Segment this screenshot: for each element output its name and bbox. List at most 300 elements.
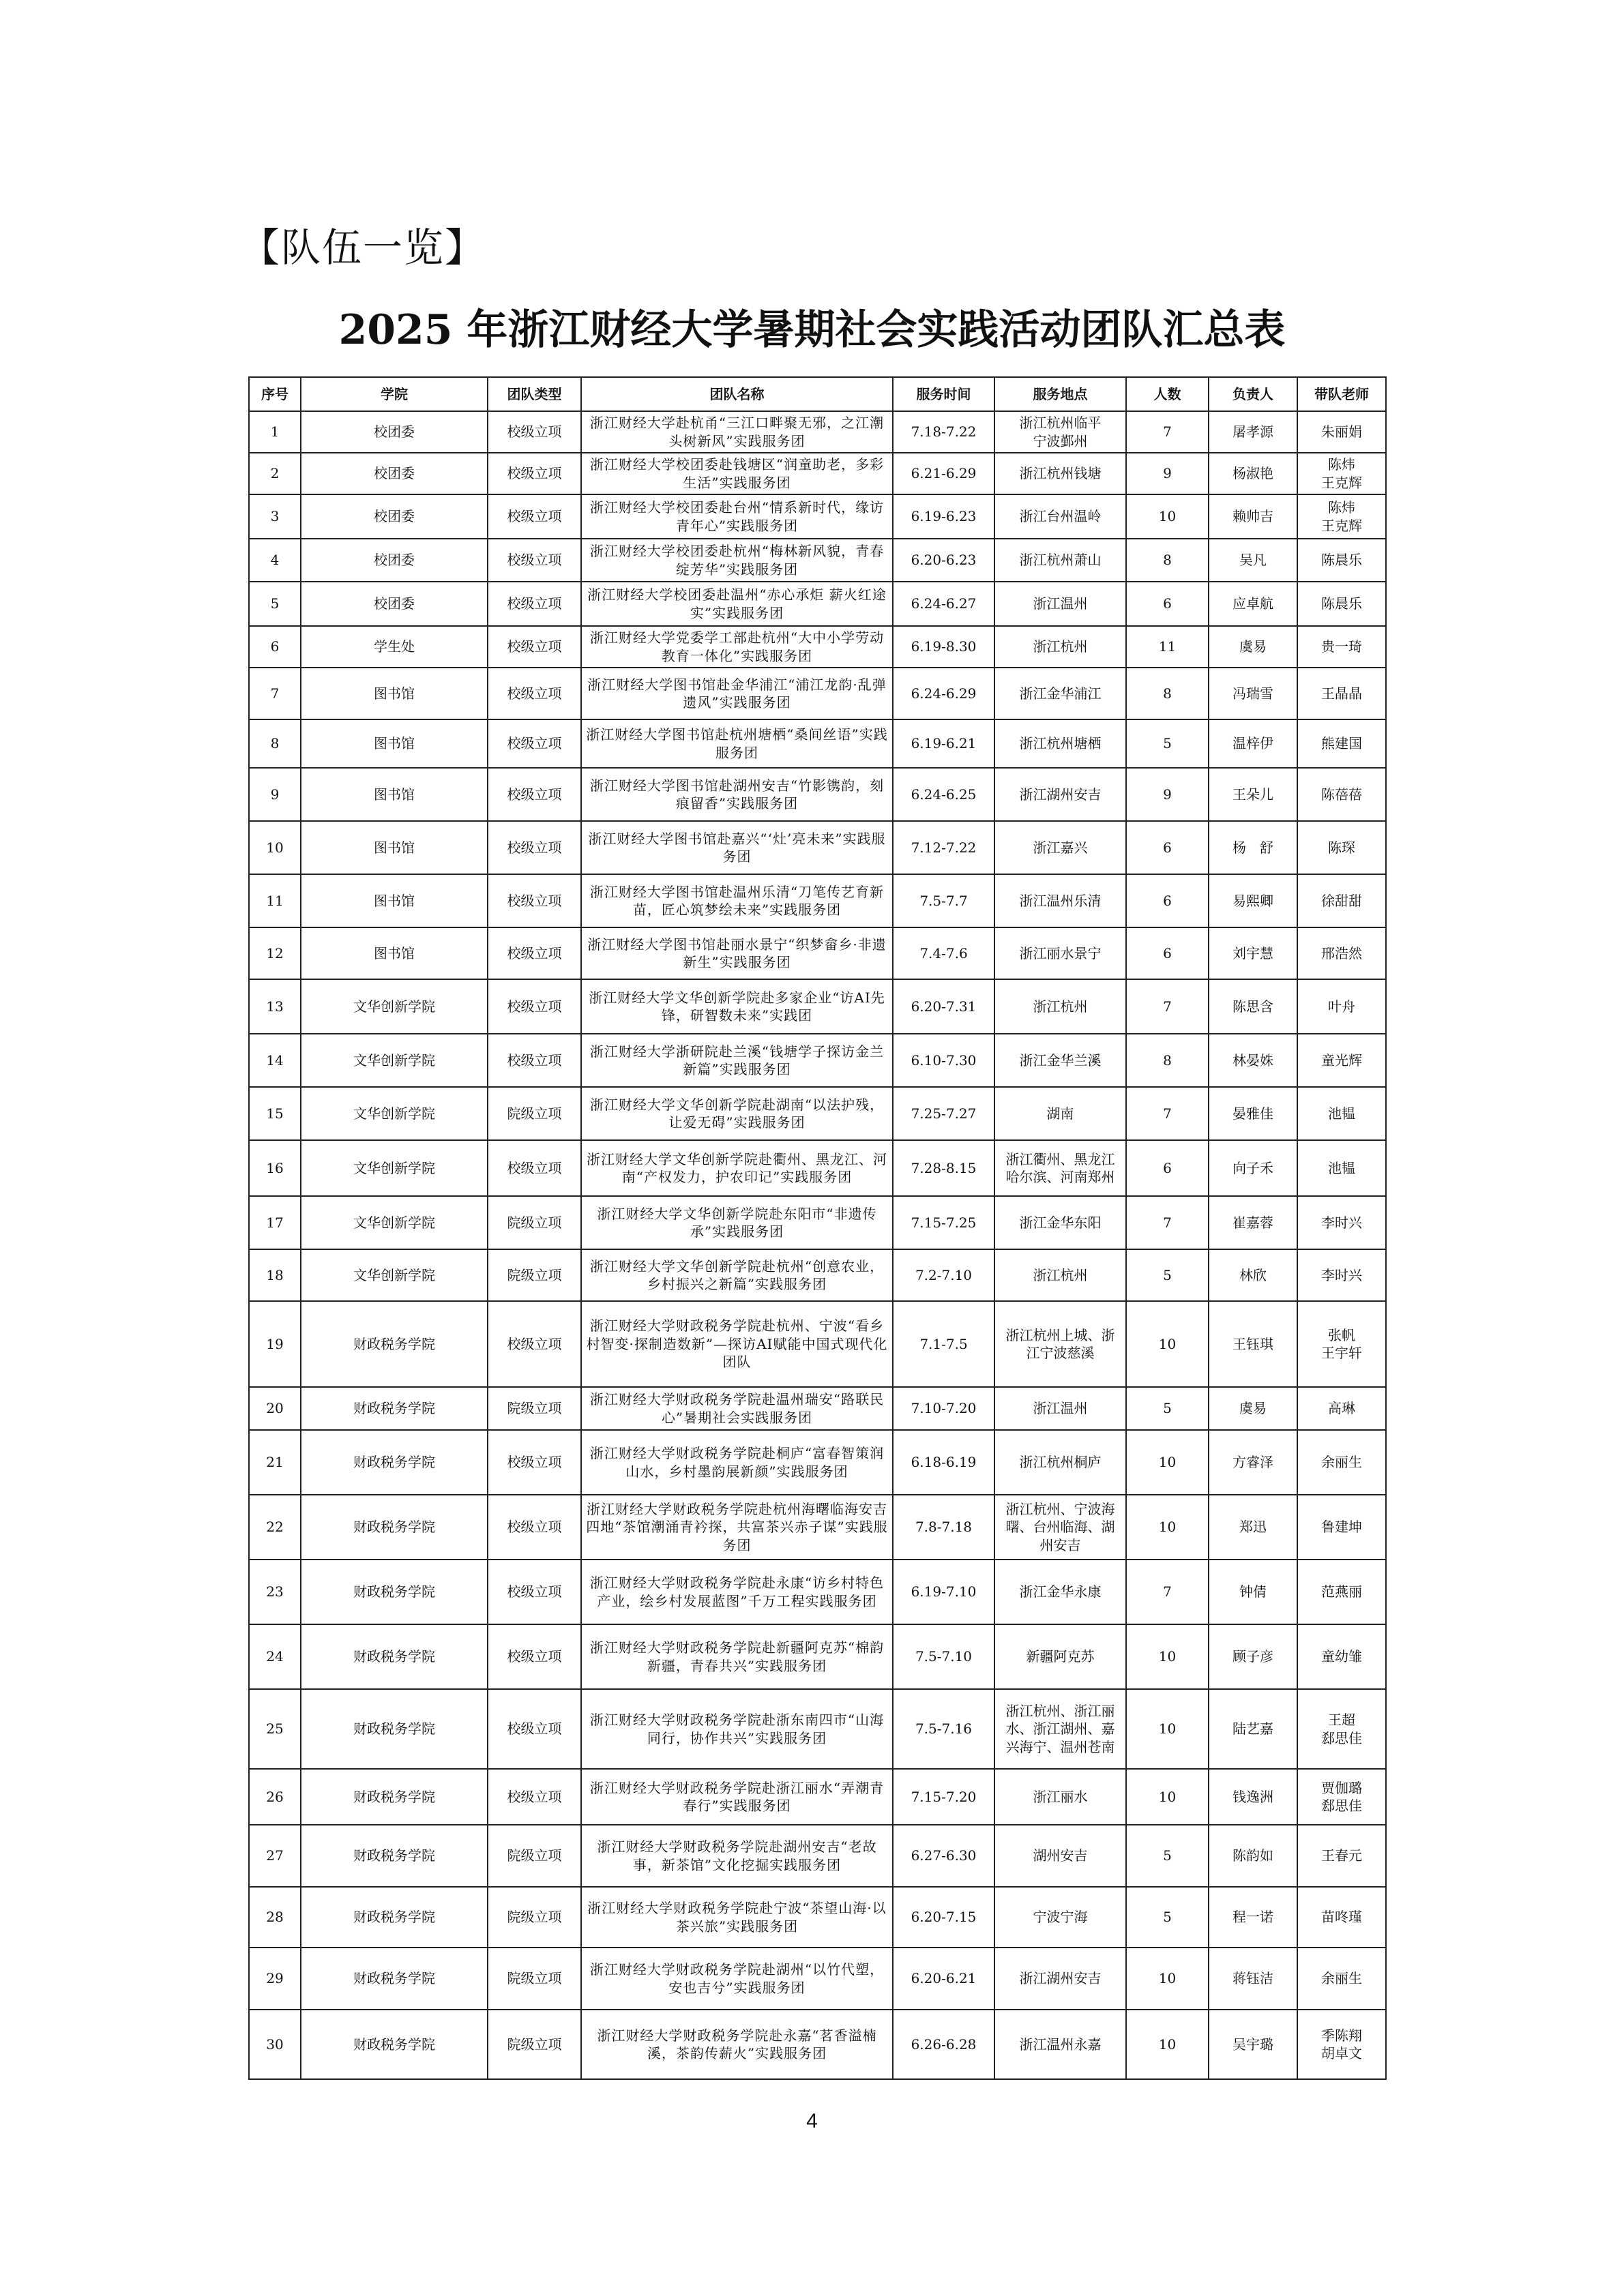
cell-service-time: 7.28-8.15 <box>893 1140 994 1196</box>
table-row <box>249 1689 1386 1769</box>
cell-team-name: 浙江财经大学财政税务学院赴浙江丽水“弄潮青春行”实践服务团 <box>581 1769 893 1825</box>
cell-leader: 杨淑艳 <box>1209 453 1297 494</box>
cell-headcount: 7 <box>1126 979 1209 1034</box>
cell-college: 图书馆 <box>301 668 488 719</box>
cell-headcount: 8 <box>1126 539 1209 582</box>
cell-team-type: 校级立项 <box>488 1301 581 1387</box>
cell-no: 9 <box>249 768 301 821</box>
cell-no: 13 <box>249 979 301 1034</box>
cell-team-name: 浙江财经大学财政税务学院赴永嘉“茗香溢楠溪，茶韵传薪火”实践服务团 <box>581 2010 893 2079</box>
cell-college: 财政税务学院 <box>301 1624 488 1689</box>
cell-teacher: 王春元 <box>1297 1825 1386 1887</box>
cell-service-time: 7.25-7.27 <box>893 1087 994 1140</box>
table-row <box>249 626 1386 668</box>
cell-leader: 易熙卿 <box>1209 874 1297 927</box>
cell-team-type: 校级立项 <box>488 1034 581 1087</box>
cell-college: 财政税务学院 <box>301 1887 488 1948</box>
table-row <box>249 1249 1386 1301</box>
cell-college: 图书馆 <box>301 768 488 821</box>
cell-teacher: 童幼雏 <box>1297 1624 1386 1689</box>
header-service-time: 服务时间 <box>893 377 994 411</box>
cell-team-type: 院级立项 <box>488 1948 581 2010</box>
cell-headcount: 6 <box>1126 582 1209 626</box>
cell-no: 25 <box>249 1689 301 1769</box>
cell-team-name: 浙江财经大学文华创新学院赴衢州、黑龙江、河南“产权发力，护农印记”实践服务团 <box>581 1140 893 1196</box>
cell-service-time: 7.4-7.6 <box>893 927 994 979</box>
cell-college: 学生处 <box>301 626 488 668</box>
cell-service-time: 6.27-6.30 <box>893 1825 994 1887</box>
cell-college: 校团委 <box>301 539 488 582</box>
cell-service-place: 浙江杭州临平 宁波鄞州 <box>994 411 1126 453</box>
cell-college: 财政税务学院 <box>301 1430 488 1495</box>
cell-college: 财政税务学院 <box>301 1689 488 1769</box>
cell-teacher: 陈晨乐 <box>1297 582 1386 626</box>
cell-leader: 赖帅吉 <box>1209 494 1297 539</box>
cell-team-name: 浙江财经大学财政税务学院赴温州瑞安“路联民心”暑期社会实践服务团 <box>581 1387 893 1430</box>
cell-service-time: 7.5-7.16 <box>893 1689 994 1769</box>
cell-headcount: 7 <box>1126 411 1209 453</box>
cell-team-name: 浙江财经大学财政税务学院赴桐庐“富春智策润山水，乡村墨韵展新颜”实践服务团 <box>581 1430 893 1495</box>
table-body <box>249 411 1386 2079</box>
cell-teacher: 贵一琦 <box>1297 626 1386 668</box>
table-row <box>249 1196 1386 1249</box>
cell-college: 图书馆 <box>301 821 488 874</box>
cell-service-place: 浙江杭州桐庐 <box>994 1430 1126 1495</box>
cell-teacher: 范燕丽 <box>1297 1560 1386 1624</box>
table-row <box>249 1087 1386 1140</box>
table-row <box>249 1948 1386 2010</box>
page-number: 4 <box>806 2110 818 2132</box>
cell-team-name: 浙江财经大学校团委赴温州“赤心承炬 薪火红途实”实践服务团 <box>581 582 893 626</box>
cell-service-place: 浙江金华兰溪 <box>994 1034 1126 1087</box>
cell-team-name: 浙江财经大学财政税务学院赴宁波“茶望山海·以茶兴旅”实践服务团 <box>581 1887 893 1948</box>
table-row <box>249 1430 1386 1495</box>
cell-no: 3 <box>249 494 301 539</box>
cell-service-place: 浙江杭州 <box>994 626 1126 668</box>
cell-teacher: 熊建国 <box>1297 719 1386 768</box>
cell-headcount: 10 <box>1126 494 1209 539</box>
table-row <box>249 821 1386 874</box>
cell-teacher: 李时兴 <box>1297 1196 1386 1249</box>
table-row <box>249 582 1386 626</box>
cell-teacher: 季陈翔 胡卓文 <box>1297 2010 1386 2079</box>
cell-no: 19 <box>249 1301 301 1387</box>
cell-service-time: 6.19-6.21 <box>893 719 994 768</box>
cell-teacher: 陈晨乐 <box>1297 539 1386 582</box>
cell-service-place: 浙江丽水 <box>994 1769 1126 1825</box>
cell-team-name: 浙江财经大学赴杭甬“三江口畔聚无邪，之江潮头树新风”实践服务团 <box>581 411 893 453</box>
table-row <box>249 874 1386 927</box>
cell-college: 图书馆 <box>301 927 488 979</box>
cell-no: 27 <box>249 1825 301 1887</box>
cell-college: 文华创新学院 <box>301 1087 488 1140</box>
cell-college: 图书馆 <box>301 719 488 768</box>
cell-service-place: 浙江丽水景宁 <box>994 927 1126 979</box>
header-service-place: 服务地点 <box>994 377 1126 411</box>
cell-team-name: 浙江财经大学图书馆赴湖州安吉“竹影镌韵，刻痕留香”实践服务团 <box>581 768 893 821</box>
cell-team-name: 浙江财经大学文华创新学院赴杭州“创意农业，乡村振兴之新篇”实践服务团 <box>581 1249 893 1301</box>
cell-leader: 方睿泽 <box>1209 1430 1297 1495</box>
table-row <box>249 1140 1386 1196</box>
cell-headcount: 10 <box>1126 1301 1209 1387</box>
cell-team-type: 校级立项 <box>488 979 581 1034</box>
cell-team-type: 校级立项 <box>488 494 581 539</box>
cell-headcount: 5 <box>1126 1887 1209 1948</box>
cell-teacher: 王晶晶 <box>1297 668 1386 719</box>
cell-team-name: 浙江财经大学图书馆赴温州乐清“刀笔传艺育新苗，匠心筑梦绘未来”实践服务团 <box>581 874 893 927</box>
cell-headcount: 10 <box>1126 1624 1209 1689</box>
table-row <box>249 1769 1386 1825</box>
cell-no: 12 <box>249 927 301 979</box>
cell-service-time: 7.12-7.22 <box>893 821 994 874</box>
cell-service-place: 浙江杭州塘栖 <box>994 719 1126 768</box>
cell-service-time: 6.24-6.27 <box>893 582 994 626</box>
cell-team-type: 校级立项 <box>488 582 581 626</box>
cell-service-time: 6.24-6.29 <box>893 668 994 719</box>
cell-headcount: 7 <box>1126 1560 1209 1624</box>
cell-teacher: 童光辉 <box>1297 1034 1386 1087</box>
cell-team-name: 浙江财经大学财政税务学院赴永康“访乡村特色产业，绘乡村发展蓝图”千万工程实践服务团 <box>581 1560 893 1624</box>
page-title: 2025 年浙江财经大学暑期社会实践活动团队汇总表 <box>338 306 1286 354</box>
cell-college: 财政税务学院 <box>301 1387 488 1430</box>
cell-headcount: 10 <box>1126 1769 1209 1825</box>
cell-service-place: 浙江金华东阳 <box>994 1196 1126 1249</box>
table-row <box>249 668 1386 719</box>
cell-service-time: 6.19-8.30 <box>893 626 994 668</box>
cell-service-place: 湖南 <box>994 1087 1126 1140</box>
cell-no: 18 <box>249 1249 301 1301</box>
cell-service-time: 7.5-7.7 <box>893 874 994 927</box>
cell-leader: 向子禾 <box>1209 1140 1297 1196</box>
cell-team-type: 校级立项 <box>488 668 581 719</box>
cell-no: 20 <box>249 1387 301 1430</box>
cell-no: 8 <box>249 719 301 768</box>
cell-service-time: 7.8-7.18 <box>893 1495 994 1560</box>
cell-headcount: 7 <box>1126 1196 1209 1249</box>
cell-no: 10 <box>249 821 301 874</box>
cell-service-time: 6.20-6.23 <box>893 539 994 582</box>
cell-college: 校团委 <box>301 453 488 494</box>
cell-team-name: 浙江财经大学图书馆赴嘉兴“‘灶’亮未来”实践服务团 <box>581 821 893 874</box>
cell-team-name: 浙江财经大学财政税务学院赴新疆阿克苏“棉韵新疆，青春共兴”实践服务团 <box>581 1624 893 1689</box>
cell-headcount: 9 <box>1126 453 1209 494</box>
header-team-name: 团队名称 <box>581 377 893 411</box>
table-row <box>249 927 1386 979</box>
cell-team-type: 校级立项 <box>488 626 581 668</box>
cell-teacher: 陈琛 <box>1297 821 1386 874</box>
cell-service-time: 6.21-6.29 <box>893 453 994 494</box>
table-row <box>249 1624 1386 1689</box>
cell-no: 7 <box>249 668 301 719</box>
cell-service-time: 6.19-6.23 <box>893 494 994 539</box>
table-row <box>249 1301 1386 1387</box>
cell-service-time: 7.10-7.20 <box>893 1387 994 1430</box>
cell-team-name: 浙江财经大学财政税务学院赴杭州海曙临海安吉四地“茶馆潮涌青衿探，共富茶兴赤子谋”实践服务团 <box>581 1495 893 1560</box>
cell-team-type: 校级立项 <box>488 927 581 979</box>
cell-teacher: 余丽生 <box>1297 1430 1386 1495</box>
cell-college: 文华创新学院 <box>301 1140 488 1196</box>
cell-team-name: 浙江财经大学财政税务学院赴杭州、宁波“看乡村智变·探制造数新”—探访AI赋能中国式现代化团队 <box>581 1301 893 1387</box>
cell-service-time: 7.2-7.10 <box>893 1249 994 1301</box>
table-row <box>249 1495 1386 1560</box>
cell-team-type: 校级立项 <box>488 1430 581 1495</box>
cell-leader: 冯瑞雪 <box>1209 668 1297 719</box>
cell-service-place: 浙江杭州钱塘 <box>994 453 1126 494</box>
cell-teacher: 池韫 <box>1297 1140 1386 1196</box>
cell-leader: 崔嘉蓉 <box>1209 1196 1297 1249</box>
header-headcount: 人数 <box>1126 377 1209 411</box>
cell-team-type: 校级立项 <box>488 768 581 821</box>
cell-headcount: 8 <box>1126 1034 1209 1087</box>
cell-teacher: 余丽生 <box>1297 1948 1386 2010</box>
cell-service-place: 浙江湖州安吉 <box>994 1948 1126 2010</box>
cell-service-place: 浙江台州温岭 <box>994 494 1126 539</box>
cell-teacher: 张帆 王宇轩 <box>1297 1301 1386 1387</box>
cell-college: 校团委 <box>301 494 488 539</box>
cell-college: 财政税务学院 <box>301 1560 488 1624</box>
cell-team-name: 浙江财经大学校团委赴杭州“梅林新风貌，青春绽芳华”实践服务团 <box>581 539 893 582</box>
cell-no: 23 <box>249 1560 301 1624</box>
table-row <box>249 539 1386 582</box>
cell-leader: 应卓航 <box>1209 582 1297 626</box>
table-row <box>249 1825 1386 1887</box>
cell-college: 文华创新学院 <box>301 1196 488 1249</box>
cell-service-place: 浙江湖州安吉 <box>994 768 1126 821</box>
cell-service-time: 6.20-6.21 <box>893 1948 994 2010</box>
cell-service-place: 浙江嘉兴 <box>994 821 1126 874</box>
cell-leader: 陈思含 <box>1209 979 1297 1034</box>
cell-teacher: 陈蓓蓓 <box>1297 768 1386 821</box>
header-college: 学院 <box>301 377 488 411</box>
header-teacher: 带队老师 <box>1297 377 1386 411</box>
cell-team-name: 浙江财经大学财政税务学院赴湖州安吉“老故事，新茶馆”文化挖掘实践服务团 <box>581 1825 893 1887</box>
cell-leader: 蒋钰洁 <box>1209 1948 1297 2010</box>
cell-teacher: 陈炜 王克辉 <box>1297 494 1386 539</box>
cell-headcount: 5 <box>1126 719 1209 768</box>
cell-headcount: 6 <box>1126 927 1209 979</box>
cell-service-time: 6.20-7.31 <box>893 979 994 1034</box>
cell-service-place: 浙江杭州 <box>994 1249 1126 1301</box>
cell-headcount: 6 <box>1126 821 1209 874</box>
cell-headcount: 6 <box>1126 874 1209 927</box>
cell-teacher: 陈炜 王克辉 <box>1297 453 1386 494</box>
cell-headcount: 9 <box>1126 768 1209 821</box>
cell-team-name: 浙江财经大学财政税务学院赴浙东南四市“山海同行，协作共兴”实践服务团 <box>581 1689 893 1769</box>
cell-no: 22 <box>249 1495 301 1560</box>
table-row <box>249 1034 1386 1087</box>
cell-service-place: 浙江杭州 <box>994 979 1126 1034</box>
cell-service-time: 6.19-7.10 <box>893 1560 994 1624</box>
cell-team-type: 校级立项 <box>488 539 581 582</box>
table-row <box>249 453 1386 494</box>
cell-team-type: 院级立项 <box>488 2010 581 2079</box>
cell-team-type: 校级立项 <box>488 411 581 453</box>
cell-service-time: 7.15-7.20 <box>893 1769 994 1825</box>
cell-headcount: 10 <box>1126 1689 1209 1769</box>
cell-no: 16 <box>249 1140 301 1196</box>
cell-leader: 陈韵如 <box>1209 1825 1297 1887</box>
cell-teacher: 叶舟 <box>1297 979 1386 1034</box>
cell-team-name: 浙江财经大学校团委赴台州“情系新时代，缘访青年心”实践服务团 <box>581 494 893 539</box>
cell-team-name: 浙江财经大学校团委赴钱塘区“润童助老，多彩生活”实践服务团 <box>581 453 893 494</box>
cell-no: 17 <box>249 1196 301 1249</box>
table-row <box>249 719 1386 768</box>
cell-leader: 林欣 <box>1209 1249 1297 1301</box>
cell-team-name: 浙江财经大学图书馆赴丽水景宁“织梦畲乡·非遗新生”实践服务团 <box>581 927 893 979</box>
cell-service-time: 7.1-7.5 <box>893 1301 994 1387</box>
cell-teacher: 贾伽璐 郄思佳 <box>1297 1769 1386 1825</box>
cell-leader: 林晏姝 <box>1209 1034 1297 1087</box>
cell-service-time: 7.5-7.10 <box>893 1624 994 1689</box>
cell-teacher: 邢浩然 <box>1297 927 1386 979</box>
cell-team-type: 校级立项 <box>488 1495 581 1560</box>
cell-service-place: 浙江杭州萧山 <box>994 539 1126 582</box>
cell-team-type: 校级立项 <box>488 719 581 768</box>
cell-team-type: 校级立项 <box>488 1140 581 1196</box>
table-row <box>249 1887 1386 1948</box>
cell-leader: 吴宇璐 <box>1209 2010 1297 2079</box>
cell-team-type: 院级立项 <box>488 1825 581 1887</box>
table-row <box>249 494 1386 539</box>
table-row <box>249 979 1386 1034</box>
cell-leader: 杨 舒 <box>1209 821 1297 874</box>
cell-leader: 郑迅 <box>1209 1495 1297 1560</box>
cell-service-time: 7.15-7.25 <box>893 1196 994 1249</box>
cell-service-time: 6.24-6.25 <box>893 768 994 821</box>
cell-teacher: 王超 郄思佳 <box>1297 1689 1386 1769</box>
cell-service-place: 浙江温州乐清 <box>994 874 1126 927</box>
cell-no: 15 <box>249 1087 301 1140</box>
cell-leader: 温梓伊 <box>1209 719 1297 768</box>
cell-headcount: 5 <box>1126 1825 1209 1887</box>
cell-headcount: 11 <box>1126 626 1209 668</box>
cell-team-name: 浙江财经大学财政税务学院赴湖州“以竹代塑，安也吉兮”实践服务团 <box>581 1948 893 2010</box>
cell-teacher: 鲁建坤 <box>1297 1495 1386 1560</box>
cell-team-type: 校级立项 <box>488 874 581 927</box>
cell-team-type: 校级立项 <box>488 821 581 874</box>
cell-no: 26 <box>249 1769 301 1825</box>
cell-team-type: 院级立项 <box>488 1196 581 1249</box>
cell-college: 财政税务学院 <box>301 2010 488 2079</box>
cell-service-place: 新疆阿克苏 <box>994 1624 1126 1689</box>
cell-team-name: 浙江财经大学文华创新学院赴湖南“以法护残，让爱无碍”实践服务团 <box>581 1087 893 1140</box>
cell-no: 11 <box>249 874 301 927</box>
cell-headcount: 6 <box>1126 1140 1209 1196</box>
cell-teacher: 池韫 <box>1297 1087 1386 1140</box>
cell-headcount: 5 <box>1126 1387 1209 1430</box>
cell-service-time: 7.18-7.22 <box>893 411 994 453</box>
table-row <box>249 411 1386 453</box>
table-row <box>249 1560 1386 1624</box>
cell-leader: 屠孝源 <box>1209 411 1297 453</box>
cell-college: 财政税务学院 <box>301 1769 488 1825</box>
cell-college: 财政税务学院 <box>301 1948 488 2010</box>
cell-leader: 晏雅佳 <box>1209 1087 1297 1140</box>
cell-service-place: 浙江温州 <box>994 1387 1126 1430</box>
cell-service-place: 浙江杭州、宁波海曙、台州临海、湖州安吉 <box>994 1495 1126 1560</box>
cell-leader: 钱逸洲 <box>1209 1769 1297 1825</box>
table-row <box>249 2010 1386 2079</box>
cell-team-name: 浙江财经大学浙研院赴兰溪“钱塘学子探访金兰新篇”实践服务团 <box>581 1034 893 1087</box>
cell-college: 文华创新学院 <box>301 1034 488 1087</box>
cell-college: 图书馆 <box>301 874 488 927</box>
cell-no: 4 <box>249 539 301 582</box>
cell-teacher: 高琳 <box>1297 1387 1386 1430</box>
cell-team-name: 浙江财经大学图书馆赴金华浦江“浦江龙韵·乱弹遗风”实践服务团 <box>581 668 893 719</box>
cell-team-name: 浙江财经大学党委学工部赴杭州“大中小学劳动教育一体化”实践服务团 <box>581 626 893 668</box>
cell-college: 校团委 <box>301 582 488 626</box>
table-header <box>249 377 1386 411</box>
cell-headcount: 10 <box>1126 1430 1209 1495</box>
cell-leader: 刘宇慧 <box>1209 927 1297 979</box>
cell-college: 文华创新学院 <box>301 979 488 1034</box>
cell-no: 29 <box>249 1948 301 2010</box>
cell-no: 1 <box>249 411 301 453</box>
cell-leader: 陆艺嘉 <box>1209 1689 1297 1769</box>
header-leader: 负责人 <box>1209 377 1297 411</box>
cell-teacher: 苗咚瑾 <box>1297 1887 1386 1948</box>
section-heading: 【队伍一览】 <box>240 224 486 271</box>
cell-no: 2 <box>249 453 301 494</box>
cell-team-name: 浙江财经大学图书馆赴杭州塘栖“桑间丝语”实践服务团 <box>581 719 893 768</box>
cell-service-place: 浙江金华浦江 <box>994 668 1126 719</box>
cell-service-place: 浙江衢州、黑龙江哈尔滨、河南郑州 <box>994 1140 1126 1196</box>
cell-team-type: 校级立项 <box>488 1689 581 1769</box>
cell-team-type: 院级立项 <box>488 1887 581 1948</box>
cell-headcount: 10 <box>1126 1495 1209 1560</box>
cell-no: 5 <box>249 582 301 626</box>
cell-service-place: 宁波宁海 <box>994 1887 1126 1948</box>
team-summary-table <box>248 376 1387 2080</box>
cell-team-type: 院级立项 <box>488 1249 581 1301</box>
cell-headcount: 10 <box>1126 1948 1209 2010</box>
cell-headcount: 7 <box>1126 1087 1209 1140</box>
cell-leader: 虞易 <box>1209 626 1297 668</box>
cell-college: 校团委 <box>301 411 488 453</box>
cell-team-type: 校级立项 <box>488 453 581 494</box>
cell-teacher: 朱丽娟 <box>1297 411 1386 453</box>
cell-teacher: 徐甜甜 <box>1297 874 1386 927</box>
cell-no: 28 <box>249 1887 301 1948</box>
cell-headcount: 10 <box>1126 2010 1209 2079</box>
cell-team-name: 浙江财经大学文华创新学院赴东阳市“非遗传承”实践服务团 <box>581 1196 893 1249</box>
cell-service-place: 浙江金华永康 <box>994 1560 1126 1624</box>
cell-college: 财政税务学院 <box>301 1301 488 1387</box>
cell-team-type: 院级立项 <box>488 1087 581 1140</box>
cell-team-type: 院级立项 <box>488 1387 581 1430</box>
cell-no: 30 <box>249 2010 301 2079</box>
cell-college: 文华创新学院 <box>301 1249 488 1301</box>
cell-service-time: 6.20-7.15 <box>893 1887 994 1948</box>
table-header-row <box>249 377 1386 411</box>
cell-service-place: 浙江杭州上城、浙江宁波慈溪 <box>994 1301 1126 1387</box>
cell-service-place: 浙江温州 <box>994 582 1126 626</box>
table-row <box>249 1387 1386 1430</box>
cell-team-name: 浙江财经大学文华创新学院赴多家企业“访AI先锋，研智数未来”实践团 <box>581 979 893 1034</box>
cell-headcount: 8 <box>1126 668 1209 719</box>
cell-no: 14 <box>249 1034 301 1087</box>
cell-leader: 吴凡 <box>1209 539 1297 582</box>
cell-college: 财政税务学院 <box>301 1495 488 1560</box>
cell-service-time: 6.26-6.28 <box>893 2010 994 2079</box>
cell-service-place: 湖州安吉 <box>994 1825 1126 1887</box>
cell-service-place: 浙江杭州、浙江丽水、浙江湖州、嘉兴海宁、温州苍南 <box>994 1689 1126 1769</box>
table-row <box>249 768 1386 821</box>
cell-service-time: 6.18-6.19 <box>893 1430 994 1495</box>
cell-leader: 程一诺 <box>1209 1887 1297 1948</box>
cell-leader: 顾子彦 <box>1209 1624 1297 1689</box>
cell-no: 6 <box>249 626 301 668</box>
